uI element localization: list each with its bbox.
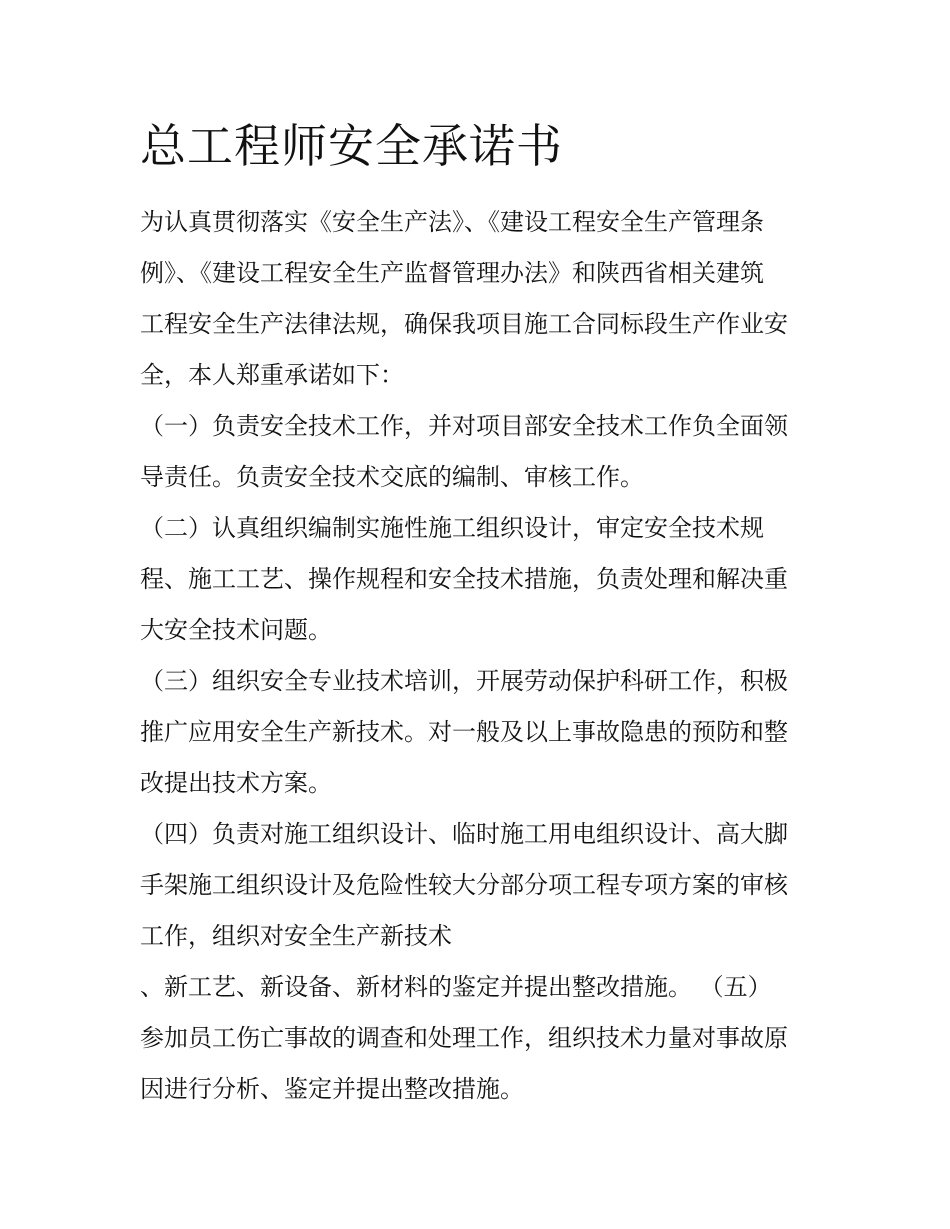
body-line: 工作，组织对安全生产新技术 bbox=[140, 922, 452, 950]
body-line: 为认真贯彻落实《安全生产法》、《建设工程安全生产管理条 bbox=[140, 208, 764, 236]
document-body bbox=[140, 197, 820, 1115]
body-line: 例》、《建设工程安全生产监督管理办法》和陕西省相关建筑 bbox=[140, 259, 764, 287]
body-line: 参加员工伤亡事故的调查和处理工作，组织技术力量对事故原 bbox=[140, 1024, 788, 1052]
body-line: 大安全技术问题。 bbox=[140, 616, 332, 644]
body-line: 手架施工组织设计及危险性较大分部分项工程专项方案的审核 bbox=[140, 871, 788, 899]
body-line: 工程安全生产法律法规，确保我项目施工合同标段生产作业安 bbox=[140, 310, 788, 338]
body-line: （三）组织安全专业技术培训，开展劳动保护科研工作，积极 bbox=[140, 667, 788, 695]
body-line: 改提出技术方案。 bbox=[140, 769, 332, 797]
document-title: 总工程师安全承诺书 bbox=[140, 119, 563, 173]
body-line: 因进行分析、鉴定并提出整改措施。 bbox=[140, 1075, 524, 1103]
body-line: （一）负责安全技术工作，并对项目部安全技术工作负全面领 bbox=[140, 412, 788, 440]
body-line: 、新工艺、新设备、新材料的鉴定并提出整改措施。 （五） bbox=[140, 973, 772, 1001]
body-line: （二）认真组织编制实施性施工组织设计，审定安全技术规 bbox=[140, 514, 764, 542]
body-line: （四）负责对施工组织设计、临时施工用电组织设计、高大脚 bbox=[140, 820, 788, 848]
body-line: 程、施工工艺、操作规程和安全技术措施，负责处理和解决重 bbox=[140, 565, 788, 593]
body-line: 导责任。负责安全技术交底的编制、审核工作。 bbox=[140, 463, 644, 491]
body-line: 全，本人郑重承诺如下： bbox=[140, 361, 404, 389]
body-line: 推广应用安全生产新技术。对一般及以上事故隐患的预防和整 bbox=[140, 718, 788, 746]
